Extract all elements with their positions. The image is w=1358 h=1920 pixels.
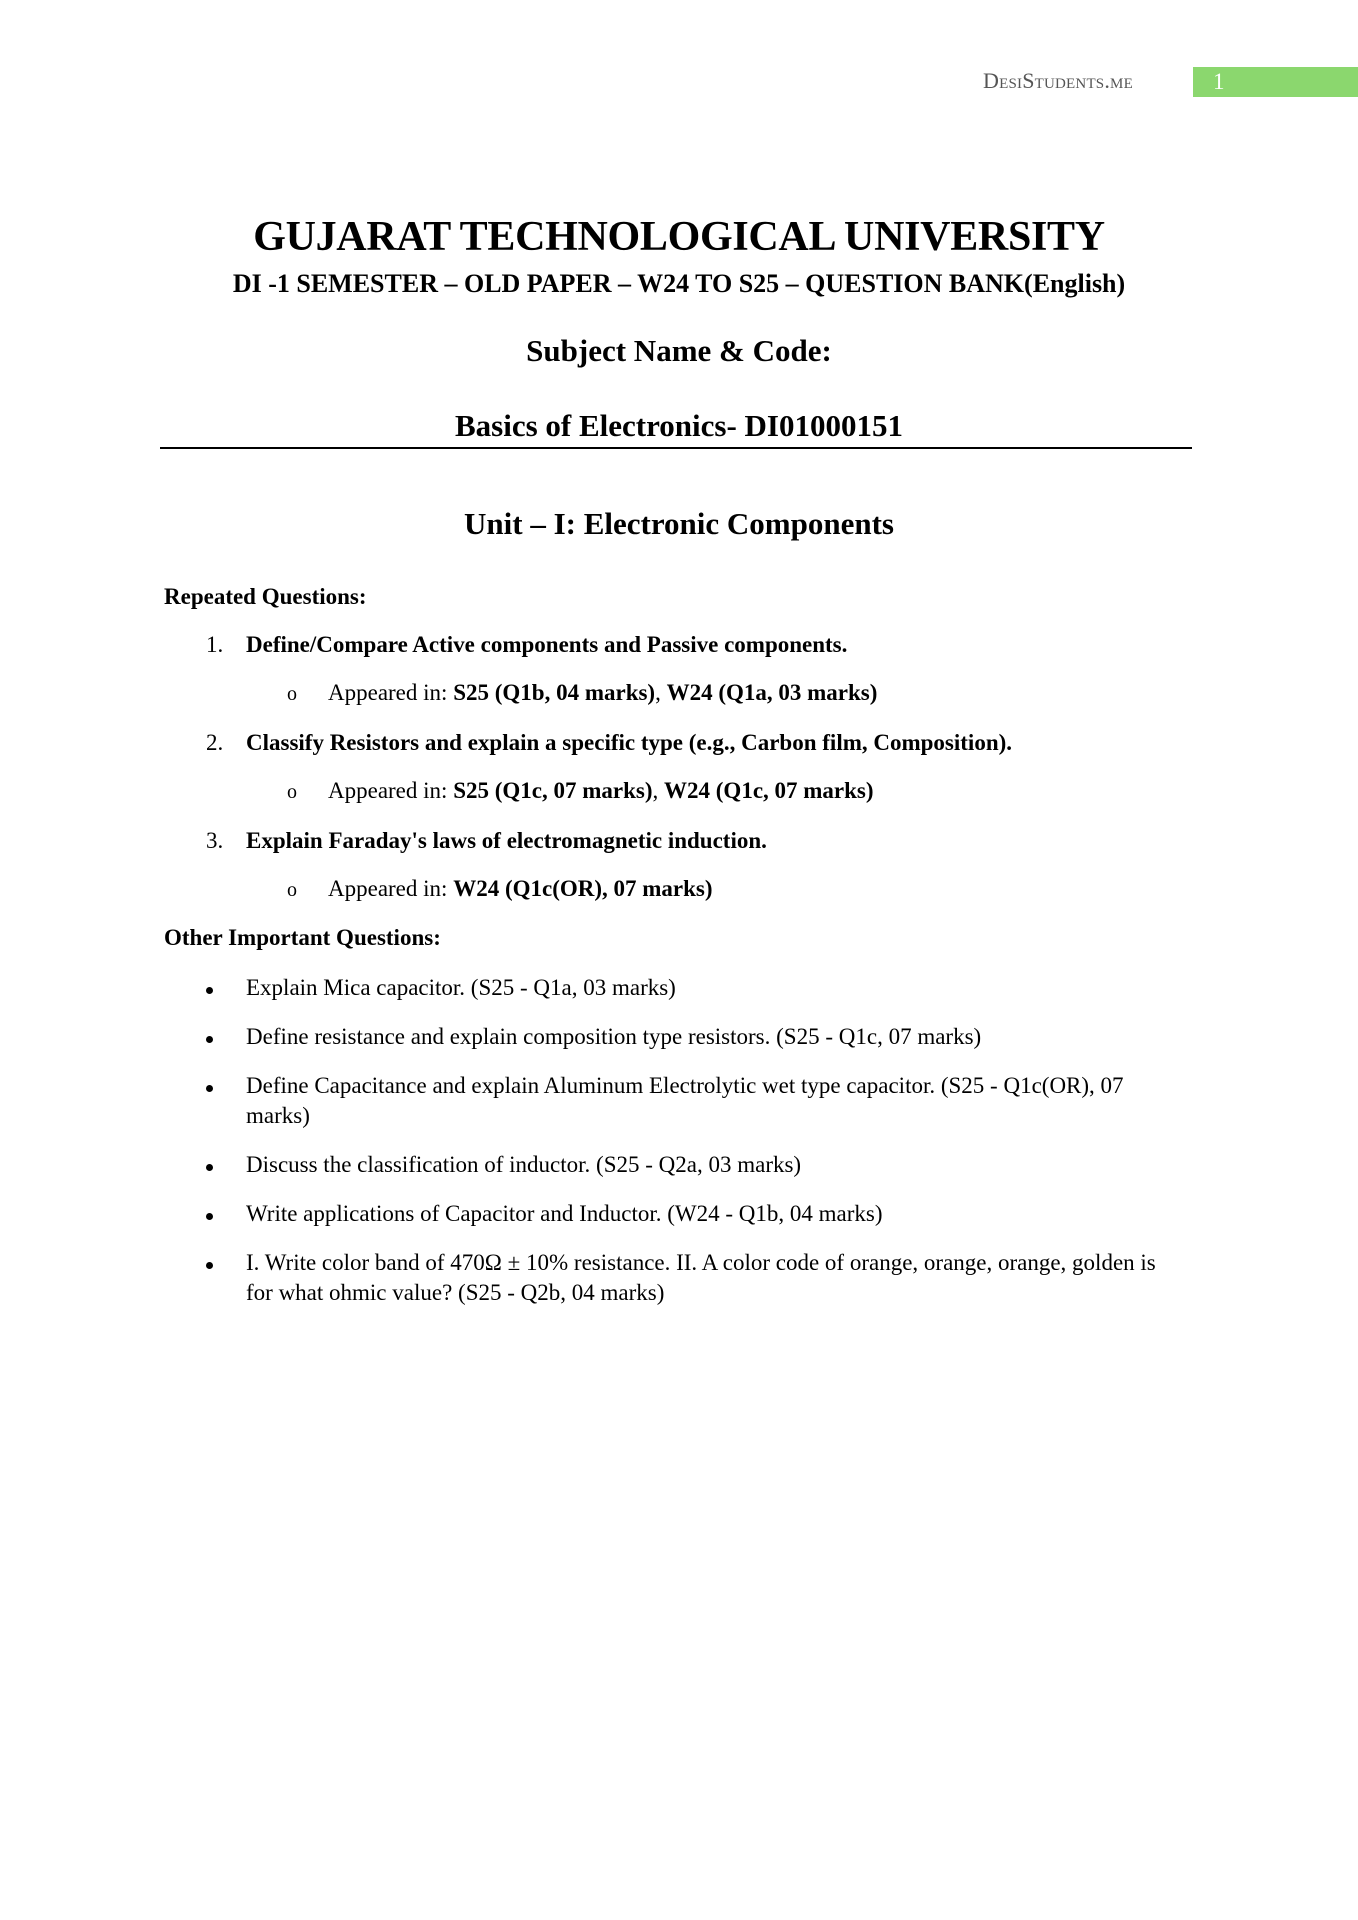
subject-name-code: Basics of Electronics- DI01000151 bbox=[454, 408, 904, 443]
divider-line bbox=[160, 447, 1192, 449]
appearance-ref: W24 (Q1a, 03 marks) bbox=[666, 680, 878, 705]
document-subtitle: DI -1 SEMESTER – OLD PAPER – W24 TO S25 – QUESTION BANK(English) bbox=[232, 269, 1126, 298]
repeated-question: Define/Compare Active components and Passive components. bbox=[246, 632, 848, 657]
site-name: DesiStudents.me bbox=[983, 68, 1133, 93]
appearance-ref: S25 (Q1c, 07 marks) bbox=[453, 778, 653, 803]
bullet-icon bbox=[206, 1164, 213, 1171]
appeared-prefix: Appeared in: bbox=[328, 876, 448, 901]
bullet-icon bbox=[206, 1262, 213, 1269]
other-question: I. Write color band of 470Ω ± 10% resistance. II. A color code of orange, orange, orange, golden is for what ohmic value? (S25 - Q2b, 04 marks) bbox=[246, 1250, 1156, 1305]
hollow-bullet-icon: o bbox=[287, 781, 297, 803]
bullet-icon bbox=[206, 1036, 213, 1043]
appeared-in-line bbox=[328, 778, 874, 804]
separator: , bbox=[652, 778, 665, 803]
appearance-ref: W24 (Q1c(OR), 07 marks) bbox=[453, 876, 713, 901]
repeated-questions-heading: Repeated Questions: bbox=[164, 584, 367, 609]
appearance-ref: S25 (Q1b, 04 marks) bbox=[453, 680, 656, 705]
hollow-bullet-icon: o bbox=[287, 879, 297, 901]
question-number: 3. bbox=[206, 828, 224, 853]
document-title: GUJARAT TECHNOLOGICAL UNIVERSITY bbox=[253, 214, 1105, 260]
question-number: 1. bbox=[206, 632, 224, 657]
other-question: Define resistance and explain composition type resistors. (S25 - Q1c, 07 marks) bbox=[246, 1024, 982, 1049]
page-number-badge: 1 bbox=[1193, 67, 1358, 97]
subject-label: Subject Name & Code: bbox=[526, 333, 832, 368]
other-question: Discuss the classification of inductor. (S25 - Q2a, 03 marks) bbox=[246, 1152, 802, 1177]
bullet-icon bbox=[206, 987, 213, 994]
appeared-in-line bbox=[328, 876, 713, 902]
bullet-icon bbox=[206, 1085, 213, 1092]
other-questions-heading: Other Important Questions: bbox=[164, 925, 441, 950]
appeared-prefix: Appeared in: bbox=[328, 680, 448, 705]
question-number: 2. bbox=[206, 730, 224, 755]
repeated-question: Explain Faraday's laws of electromagnetic induction. bbox=[246, 828, 767, 853]
appearance-ref: W24 (Q1c, 07 marks) bbox=[664, 778, 874, 803]
other-question: Write applications of Capacitor and Inductor. (W24 - Q1b, 04 marks) bbox=[246, 1201, 883, 1226]
appeared-in-line bbox=[328, 680, 877, 706]
other-question: Explain Mica capacitor. (S25 - Q1a, 03 marks) bbox=[246, 975, 676, 1000]
other-question: Define Capacitance and explain Aluminum Electrolytic wet type capacitor. (S25 - Q1c(OR), 07 marks) bbox=[246, 1073, 1124, 1128]
separator: , bbox=[655, 680, 667, 705]
hollow-bullet-icon: o bbox=[287, 683, 297, 705]
repeated-question: Classify Resistors and explain a specific type (e.g., Carbon film, Composition). bbox=[246, 730, 1013, 755]
bullet-icon bbox=[206, 1213, 213, 1220]
unit-title: Unit – I: Electronic Components bbox=[464, 506, 894, 541]
appeared-prefix: Appeared in: bbox=[328, 778, 448, 803]
